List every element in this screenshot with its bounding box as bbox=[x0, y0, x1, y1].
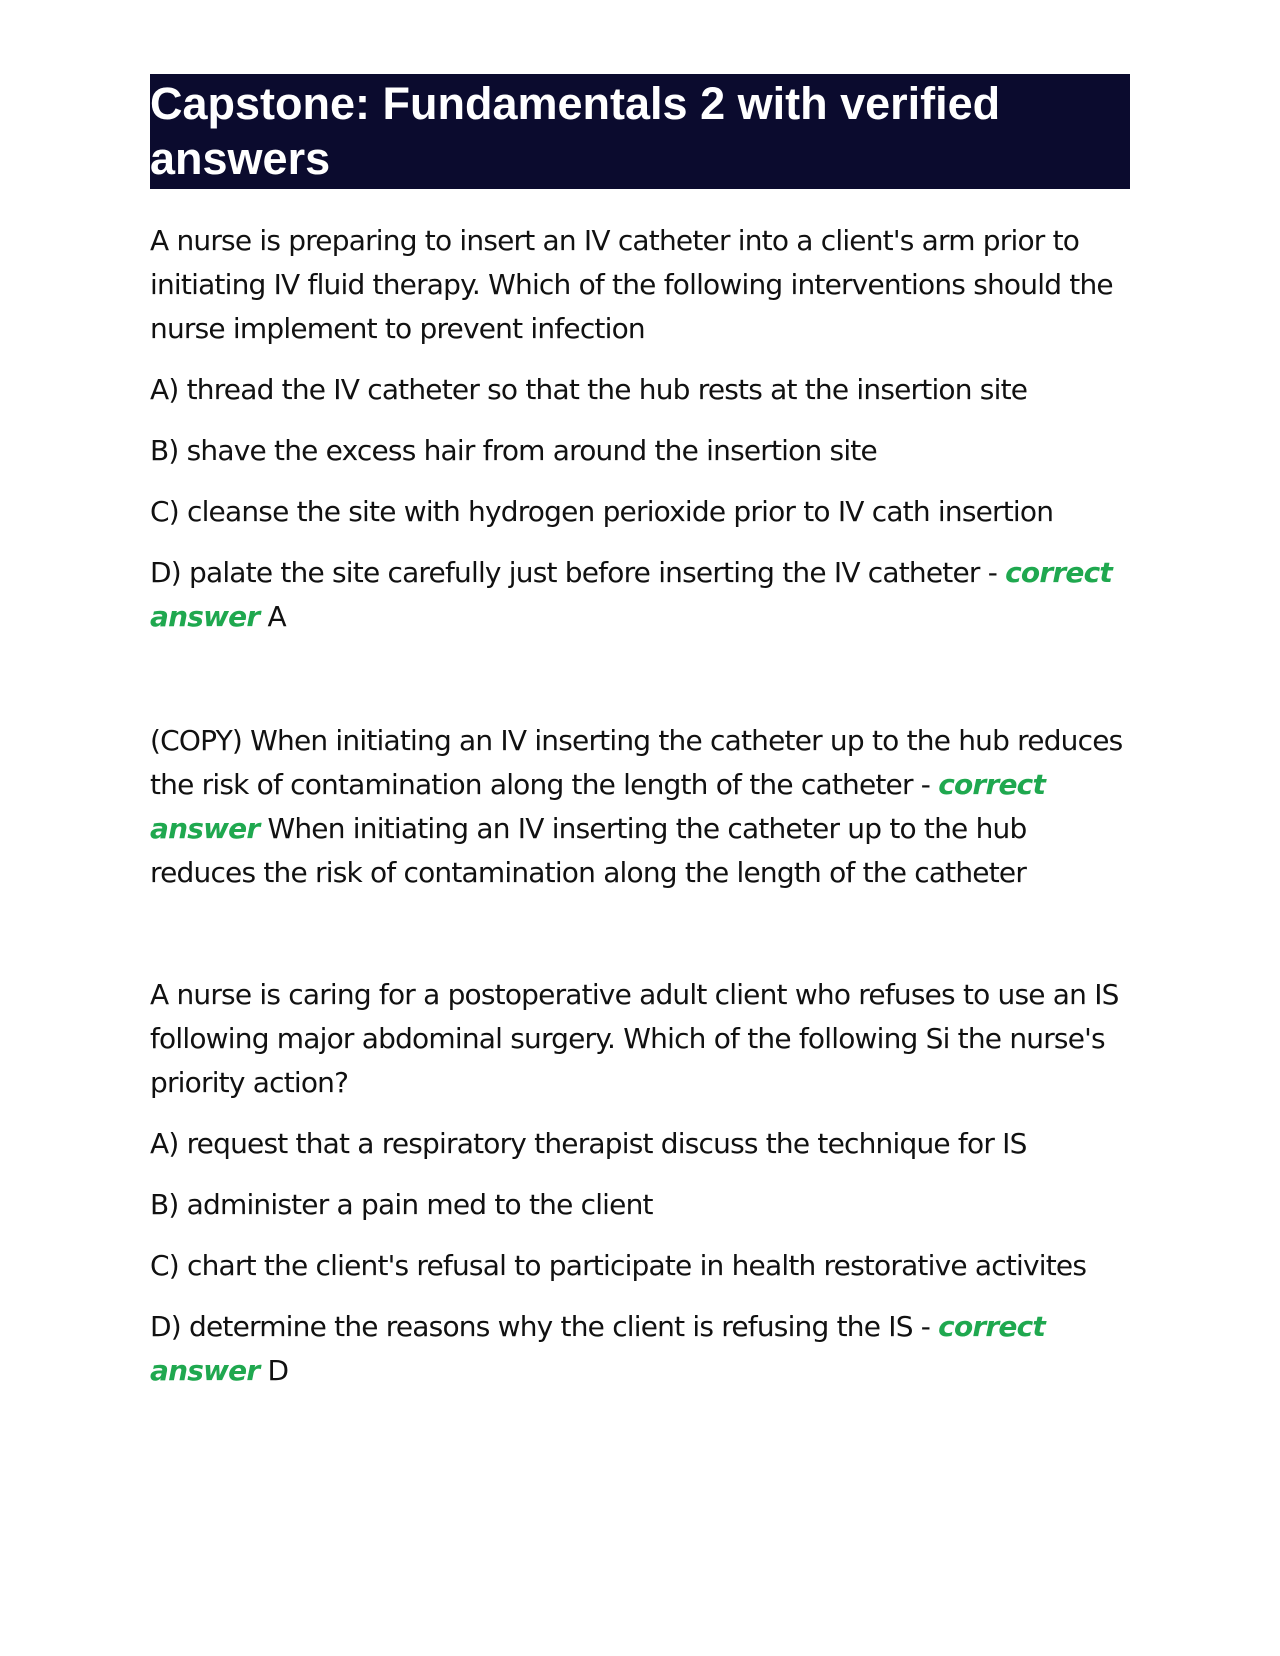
document-page bbox=[150, 74, 1130, 1393]
answer-option: C) chart the client's refusal to participate in health restorative activites bbox=[150, 1249, 1087, 1282]
question-block bbox=[150, 219, 1130, 639]
answer-option: B) administer a pain med to the client bbox=[150, 1188, 653, 1221]
answer-option-text: D) palate the site carefully just before inserting the IV catheter - bbox=[150, 556, 1006, 589]
question-block bbox=[150, 973, 1130, 1393]
answer-option: A) request that a respiratory therapist discuss the technique for IS bbox=[150, 1127, 1027, 1160]
document-title: Capstone: Fundamentals 2 with verified answers bbox=[150, 74, 1130, 189]
question-prompt: A nurse is caring for a postoperative adult client who refuses to use an IS following major abdominal surgery. Which of the following Si the nurse's priority action? bbox=[150, 978, 1119, 1099]
correct-answer-label: correct answer bbox=[150, 1310, 1045, 1387]
answer-option-text: D) determine the reasons why the client is refusing the IS - bbox=[150, 1310, 939, 1343]
answer-value: A bbox=[259, 600, 286, 633]
correct-answer-label: correct answer bbox=[150, 556, 1112, 633]
question-prompt: (COPY) When initiating an IV inserting the catheter up to the hub reduces the risk of contamination along the length of the catheter - bbox=[150, 724, 1123, 801]
question-with-answer bbox=[150, 719, 1130, 895]
question-block bbox=[150, 719, 1130, 895]
question-prompt: A nurse is preparing to insert an IV catheter into a client's arm prior to initiating IV fluid therapy. Which of the following interventions should the nurse implement to prevent infection bbox=[150, 224, 1113, 345]
answer-value: D bbox=[259, 1354, 289, 1387]
answer-option-with-answer bbox=[150, 1305, 1130, 1393]
answer-value: When initiating an IV inserting the catheter up to the hub reduces the risk of contamination along the length of the catheter bbox=[150, 812, 1027, 889]
answer-option-with-answer bbox=[150, 551, 1130, 639]
correct-answer-label: correct answer bbox=[150, 768, 1046, 845]
answer-option: C) cleanse the site with hydrogen perioxide prior to IV cath insertion bbox=[150, 495, 1054, 528]
answer-option: B) shave the excess hair from around the insertion site bbox=[150, 434, 877, 467]
answer-option: A) thread the IV catheter so that the hub rests at the insertion site bbox=[150, 373, 1028, 406]
